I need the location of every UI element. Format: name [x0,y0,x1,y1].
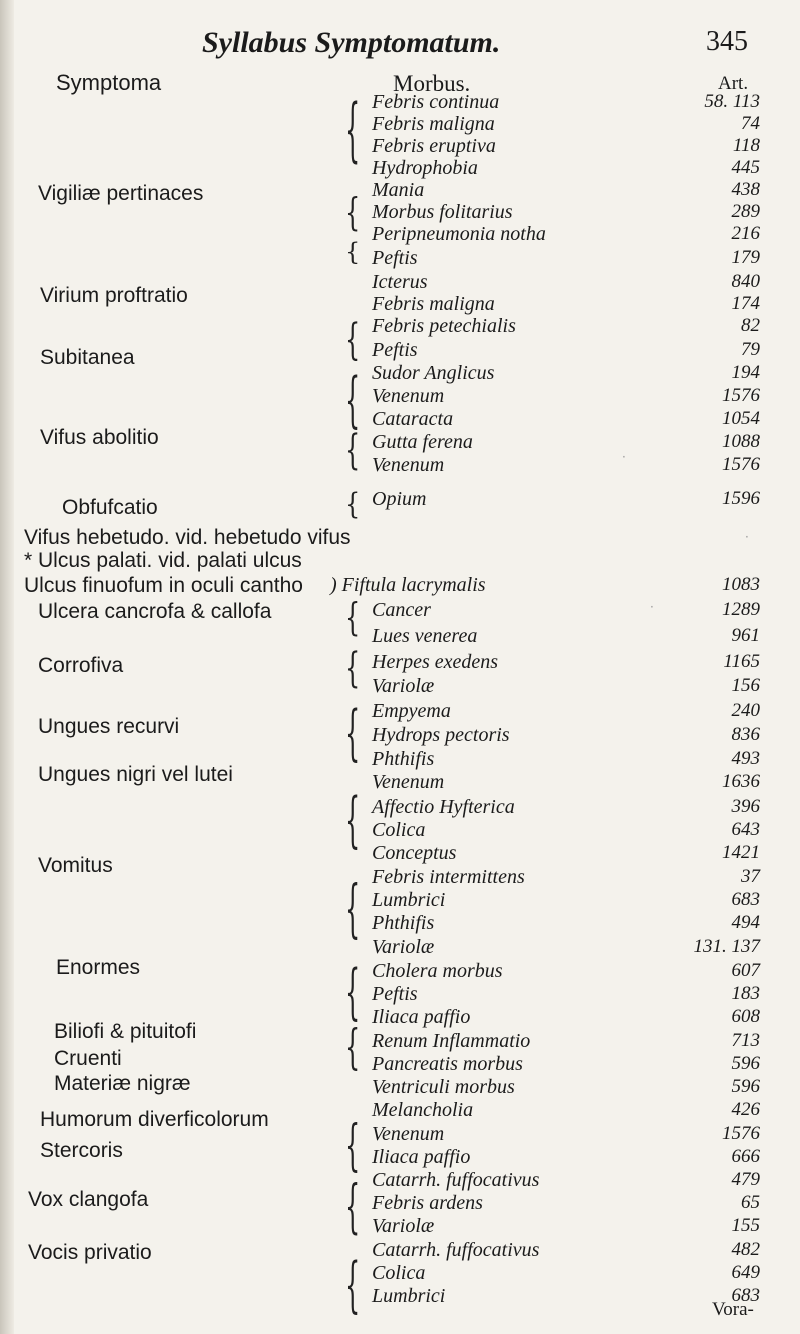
symptom-ungues-nigri: Ungues nigri vel lutei [38,763,233,786]
disease-name: ) Fiftula lacrymalis [330,574,486,596]
symptom-enormes: Enormes [56,956,141,979]
print-speck: · [650,600,654,614]
article-reference: 643 [731,819,760,840]
brace-vox: { [345,1173,361,1241]
disease-name: Cataracta [372,408,454,430]
brace-vocis: { [345,1250,361,1320]
print-speck: · [622,450,626,464]
disease-name: Febris intermittens [372,866,525,888]
article-reference: 396 [731,796,760,817]
page-spine-shadow [0,0,14,1334]
disease-name: Peftis [372,339,418,361]
symptom-vocis: Vocis privatio [28,1241,152,1264]
disease-name: Catarrh. fuffocativus [372,1169,540,1191]
article-reference: 79 [741,339,760,360]
disease-name: Peripneumonia notha [372,223,546,245]
disease-name: Febris continua [372,91,500,113]
article-reference: 1088 [722,431,760,452]
disease-name: Opium [372,488,427,510]
symptom-vox: Vox clangofa [28,1188,149,1211]
disease-name: Phthifis [372,912,435,934]
brace-ungues-nigri: { [345,785,361,855]
symptom-vigiliae: Vigiliæ pertinaces [38,182,204,205]
disease-name: Peftis [372,247,418,269]
symptom-ulcera: Ulcera cancrofa & callofa [38,600,272,623]
disease-name: Empyema [372,700,451,722]
disease-name: Venenum [372,385,445,407]
article-reference: 1421 [722,842,760,863]
disease-name: Herpes exedens [372,651,499,673]
article-reference: 713 [731,1030,760,1051]
article-reference: 426 [731,1099,760,1120]
symptom-ulcus-palati: * Ulcus palati. vid. palati ulcus [24,549,302,572]
disease-name: Gutta ferena [372,431,473,453]
article-reference: 131. 137 [693,936,760,957]
article-reference: 1576 [722,1123,760,1144]
brace-subitanea: { [345,314,361,365]
article-reference: 683 [731,1285,760,1306]
article-reference: 683 [731,889,760,910]
symptom-vifus-hebetudo: Vifus hebetudo. vid. hebetudo vifus [24,526,351,549]
article-reference: 438 [731,179,760,200]
brace-obfufcatio: { [345,487,361,522]
disease-name: Iliaca paffio [372,1006,471,1028]
article-reference: 37 [741,866,760,887]
disease-name: Hydrops pectoris [372,724,510,746]
brace-subitanea-2: { [345,365,361,435]
brace-corrofiva: { [345,644,361,693]
disease-name: Peftis [372,983,418,1005]
disease-name: Febris ardens [372,1192,483,1214]
symptom-ulcus-finuofum: Ulcus finuofum in oculi cantho [24,574,303,597]
brace-humorum: { [345,1113,361,1178]
disease-name: Venenum [372,1123,445,1145]
disease-name: Renum Inflammatio [372,1030,531,1052]
article-reference: 445 [731,157,760,178]
catchword: Vora- [712,1299,754,1320]
symptom-subitanea: Subitanea [40,346,135,369]
disease-name: Lues venerea [372,625,478,647]
column-header-symptoma: Symptoma [56,70,162,95]
symptom-ungues-recurvi: Ungues recurvi [38,715,180,738]
article-reference: 155 [731,1215,760,1236]
disease-name: Catarrh. fuffocativus [372,1239,540,1261]
disease-name: Cholera morbus [372,960,503,982]
disease-name: Febris petechialis [372,315,516,337]
article-reference: 836 [731,724,760,745]
brace-ungues-recurvi: { [345,698,361,768]
disease-name: Variolæ [372,675,435,697]
symptom-stercoris: Stercoris [40,1139,123,1162]
brace-enormes: { [345,957,361,1027]
article-reference: 58. 113 [704,91,760,112]
brace-vigiliae: { [345,89,361,171]
symptom-humorum: Humorum diverficolorum [40,1108,269,1131]
symptom-virium: Virium proftratio [40,284,188,307]
disease-name: Variolæ [372,936,435,958]
article-reference: 608 [731,1006,760,1027]
running-title: Syllabus Symptomatum. [202,26,501,59]
article-reference: 666 [731,1146,760,1167]
article-reference: 65 [741,1192,760,1213]
print-speck: · [745,530,749,544]
article-reference: 216 [731,223,760,244]
disease-name: Iliaca paffio [372,1146,471,1168]
disease-name: Hydrophobia [372,157,478,179]
article-reference: 1083 [722,574,760,595]
article-reference: 1576 [722,454,760,475]
article-reference: 1165 [723,651,760,672]
symptom-materiae: Materiæ nigræ [54,1072,191,1095]
disease-name: Febris maligna [372,293,495,315]
brace-ulcera: { [345,594,361,640]
disease-name: Febris maligna [372,113,495,135]
page-number: 345 [706,26,748,57]
disease-name: Phthifis [372,748,435,770]
disease-name: Icterus [372,271,428,293]
article-reference: 1289 [722,599,760,620]
article-reference: 479 [731,1169,760,1190]
article-reference: 961 [731,625,760,646]
symptom-obfufcatio: Obfufcatio [62,496,158,519]
article-reference: 1054 [722,408,760,429]
article-reference: 179 [731,247,760,268]
article-reference: 289 [731,201,760,222]
disease-name: Morbus folitarius [372,201,513,223]
article-reference: 174 [731,293,760,314]
symptom-corrofiva: Corrofiva [38,654,124,677]
symptom-vifus-abolitio: Vifus abolitio [40,426,159,449]
article-reference: 493 [731,748,760,769]
disease-name: Venenum [372,454,445,476]
article-reference: 82 [741,315,760,336]
disease-name: Pancreatis morbus [372,1053,523,1075]
article-reference: 240 [731,700,760,721]
disease-name: Lumbrici [372,889,446,911]
article-reference: 156 [731,675,760,696]
disease-name: Ventriculi morbus [372,1076,515,1098]
disease-name: Colica [372,1262,426,1284]
brace-biliofi: { [345,1019,361,1075]
brace-vigiliae-2: { [345,189,361,235]
article-reference: 74 [741,113,760,134]
brace-vomitus: { [345,872,361,946]
brace-virium-1: { [345,238,361,266]
symptom-cruenti: Cruenti [54,1047,122,1070]
disease-name: Sudor Anglicus [372,362,495,384]
disease-name: Febris eruptiva [372,135,496,157]
column-header-art: Art. [718,73,749,94]
disease-name: Variolæ [372,1215,435,1237]
brace-vifus-abolitio: { [345,426,361,475]
symptom-vomitus: Vomitus [38,854,113,877]
column-header-morbus: Morbus. [393,71,471,96]
article-reference: 494 [731,912,760,933]
article-reference: 649 [731,1262,760,1283]
disease-name: Venenum [372,771,445,793]
disease-name: Conceptus [372,842,457,864]
article-reference: 1636 [722,771,760,792]
article-reference: 194 [731,362,760,383]
disease-name: Cancer [372,599,431,621]
disease-name: Lumbrici [372,1285,446,1307]
disease-name: Colica [372,819,426,841]
disease-name: Melancholia [372,1099,474,1121]
symptom-biliofi: Biliofi & pituitofi [54,1020,197,1043]
article-reference: 596 [731,1053,760,1074]
article-reference: 118 [732,135,760,156]
article-reference: 596 [731,1076,760,1097]
disease-name: Mania [372,179,425,201]
article-reference: 1576 [722,385,760,406]
article-reference: 607 [731,960,760,981]
article-reference: 840 [731,271,760,292]
article-reference: 482 [731,1239,760,1260]
article-reference: 1596 [722,488,760,509]
article-reference: 183 [731,983,760,1004]
disease-name: Affectio Hyfterica [372,796,515,818]
